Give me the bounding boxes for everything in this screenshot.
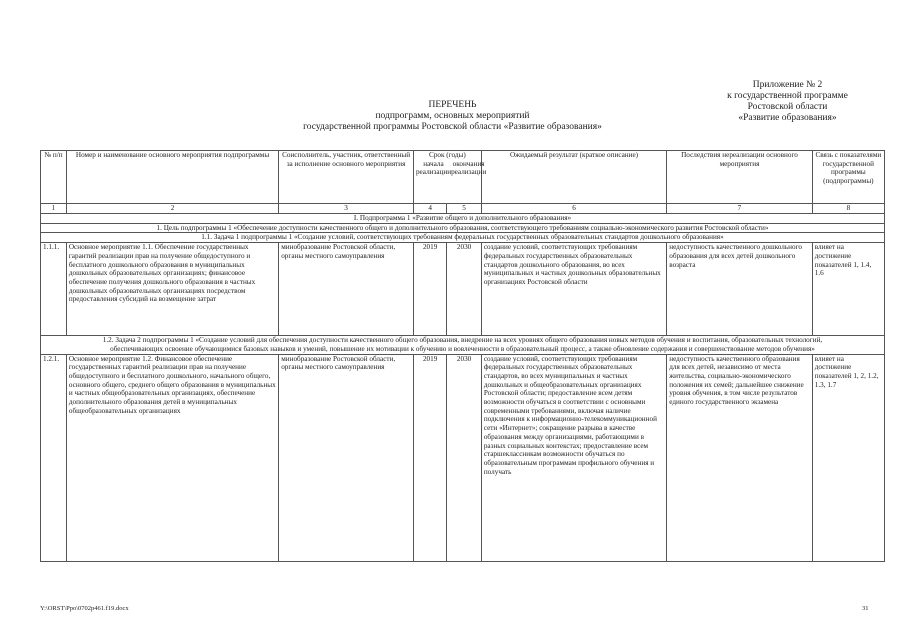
header-link: Связь с показателями государственной программы (подпрограммы)	[812, 151, 884, 204]
task-title: 1.2. Задача 2 подпрограммы 1 «Создание условий для обеспечения доступности качественного общего образования, внедрение на всех уровнях общего образования новых методов обучения и воспитания, образовательных технологий, обеспечивающих освоение обучающимися базовых навыков и умений, повышение их мотивации к обучению и вовлеченности в образовательный процесс, а также обновление содержания и совершенствование методов обучения»	[41, 336, 885, 354]
footer-file-path: Y:\ORST\Ppo\0702p461.f19.docx	[40, 605, 129, 612]
header-end: окончания реализации	[451, 159, 487, 177]
goal-row	[41, 223, 885, 233]
subprogram-row	[41, 214, 885, 224]
row-executor: минобразование Ростовской области, органы местного самоуправления	[279, 354, 414, 561]
table-header-row	[41, 151, 885, 204]
row-end: 2030	[447, 354, 481, 561]
row-result: создание условий, соответствующих требованиям федеральных государственных образовательных стандартов дошкольного образования, во всех муниципальных и частных дошкольных образовательных организациях Ростовской области	[481, 243, 666, 336]
page-number: 31	[862, 605, 869, 612]
row-start: 2019	[413, 243, 446, 336]
row-num: 1.1.1.	[41, 243, 67, 336]
row-end: 2030	[447, 243, 481, 336]
document-subtitle-1: подпрограмм, основных мероприятий	[375, 111, 530, 121]
document-heading	[150, 100, 755, 133]
column-number: 3	[279, 204, 414, 214]
column-number: 5	[447, 204, 481, 214]
row-name: Основное мероприятие 1.1. Обеспечение государственных гарантий реализации прав на получение общедоступного и бесплатного дошкольного образования в муниципальных дошкольных образовательных организациях; финансовое обеспечение получения дошкольного образования в частных дошкольных образовательных организациях посредством предоставления субсидий на возмещение затрат	[66, 243, 278, 336]
subprograms-table	[40, 150, 885, 562]
column-number-row	[41, 204, 885, 214]
appendix-line-2: к государственной программе	[727, 91, 848, 101]
appendix-line-4: «Развитие образования»	[738, 113, 837, 123]
document-title: ПЕРЕЧЕНЬ	[428, 100, 477, 110]
row-result: создание условий, соответствующих требованиям федеральных государственных образовательных стандартов, во всех муниципальных и частных дошкольных и общеобразовательных организациях Ростовской области; предоставление всем детям возможности обучаться в соответствии с основными современными требованиями, включая наличие подключения к информационно-телекоммуникационной сети «Интернет»; сокращение разрыва в качестве образования между организациями, работающими в разных социальных контекстах; предоставление всем старшеклассникам возможности обучаться по образовательным программам профильного обучения и получать	[481, 354, 666, 561]
column-number: 7	[667, 204, 813, 214]
row-start: 2019	[413, 354, 446, 561]
header-executor: Соисполнитель, участник, ответственный за исполнение основного мероприятия	[279, 151, 414, 204]
task-row	[41, 233, 885, 243]
header-term	[413, 151, 487, 204]
row-name: Основное мероприятие 1.2. Финансовое обеспечение государственных гарантий реализации прав на получение общедоступного и бесплатного дошкольного, начального общего, основного общего, среднего общего образования в муниципальных и частных общеобразовательных организациях, обеспечение дополнительного образования детей в муниципальных общеобразовательных организациях	[66, 354, 278, 561]
row-num: 1.2.1.	[41, 354, 67, 561]
column-number: 1	[41, 204, 67, 214]
header-result: Ожидаемый результат (краткое описание)	[481, 151, 666, 204]
header-consequences: Последствия нереализации основного мероприятия	[667, 151, 813, 204]
document-subtitle-2: государственной программы Ростовской области «Развитие образования»	[303, 122, 602, 132]
header-name: Номер и наименование основного мероприятия подпрограммы	[66, 151, 278, 204]
table-row	[41, 354, 885, 561]
appendix-line-3: Ростовской области	[747, 102, 828, 112]
column-number: 4	[413, 204, 446, 214]
row-consequences: недоступность качественного образования для всех детей, независимо от места жительства, социально-экономического положения их семей; дальнейшее снижение уровня обучения, в том числе результатов единого государственного экзамена	[667, 354, 813, 561]
table-row	[41, 243, 885, 336]
goal-title: 1. Цель подпрограммы 1 «Обеспечение доступности качественного общего и дополнительного образования, соответствующего требованиям социально-экономического развития Ростовской области»	[41, 223, 885, 233]
task-title: 1.1. Задача 1 подпрограммы 1 «Создание условий, соответствующих требованиям федеральных государственных образовательных стандартов дошкольного образования»	[41, 233, 885, 243]
column-number: 8	[812, 204, 884, 214]
column-number: 2	[66, 204, 278, 214]
row-link: влияет на достижение показателей 1, 1.4, 1.6	[812, 243, 884, 336]
column-number: 6	[481, 204, 666, 214]
task-row	[41, 336, 885, 354]
row-executor: минобразование Ростовской области, органы местного самоуправления	[279, 243, 414, 336]
row-consequences: недоступность качественного дошкольного образования для всех детей дошкольного возраста	[667, 243, 813, 336]
subprogram-title: I. Подпрограмма 1 «Развитие общего и дополнительного образования»	[41, 214, 885, 224]
row-link: влияет на достижение показателей 1, 2, 1.2, 1.3, 1.7	[812, 354, 884, 561]
header-num: № п/п	[41, 151, 67, 204]
appendix-line-1: Приложение № 2	[752, 80, 823, 90]
header-term-title: Срок (годы)	[429, 151, 466, 159]
header-start: начала реализации	[415, 159, 452, 177]
